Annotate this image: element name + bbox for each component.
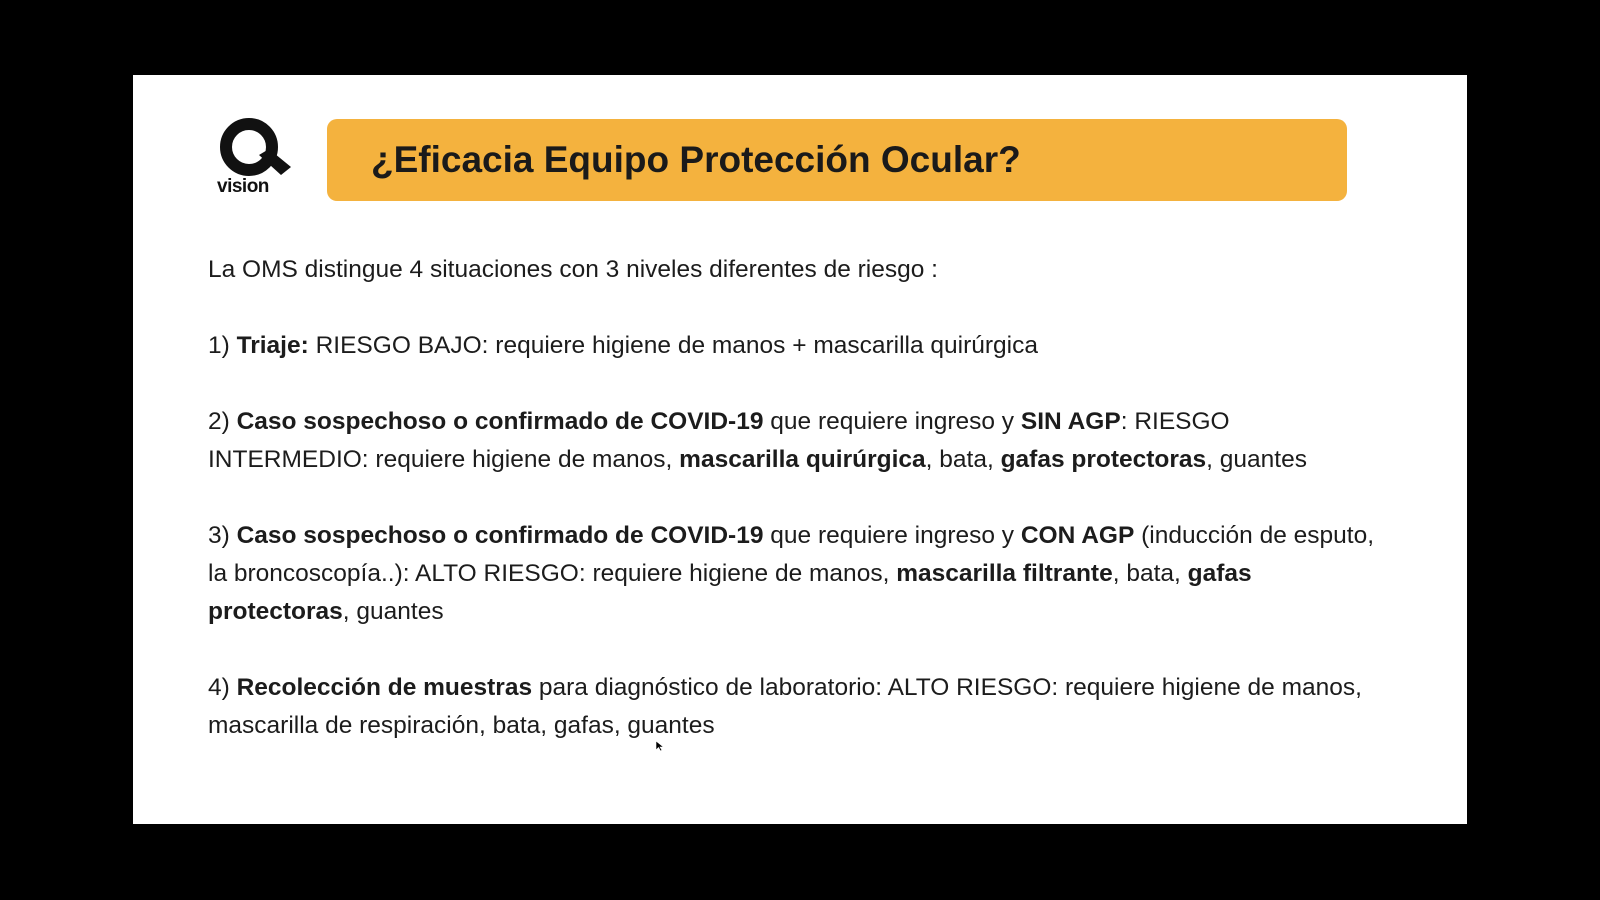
item-number: 1) (208, 332, 237, 359)
item-number: 4) (208, 674, 237, 701)
list-item-2 (208, 403, 1393, 479)
list-item-4 (208, 669, 1393, 745)
item-text: , guantes (1206, 446, 1307, 473)
q-vision-logo (215, 117, 295, 201)
bold-text: mascarilla quirúrgica (679, 446, 926, 473)
list-item-1 (208, 327, 1393, 365)
item-text: RIESGO BAJO: requiere higiene de manos + mascarilla quirúrgica (308, 332, 1038, 359)
slide-title: ¿Eficacia Equipo Protección Ocular? (371, 139, 1021, 180)
list-item-3 (208, 517, 1393, 631)
item-text: para diagnóstico de laboratorio: ALTO RIESGO: requiere higiene de manos, mascarilla de respiración, bata, gafas, guantes (208, 674, 1362, 739)
item-text: que requiere ingreso y (763, 408, 1021, 435)
title-bar (327, 119, 1347, 201)
bold-text: CON AGP (1020, 522, 1135, 549)
item-text: , bata, (925, 446, 1001, 473)
bold-text: Caso sospechoso o confirmado de COVID-19 (236, 408, 764, 435)
bold-text: mascarilla filtrante (896, 560, 1113, 587)
item-text: , guantes (342, 598, 444, 625)
item-number: 3) (208, 522, 237, 549)
slide (133, 75, 1467, 824)
q-logo-icon (215, 117, 295, 179)
item-text: que requiere ingreso y (763, 522, 1021, 549)
logo-wordmark: vision (217, 176, 269, 197)
mouse-cursor-icon (656, 741, 664, 751)
bold-text: SIN AGP (1020, 408, 1121, 435)
bold-text: Triaje: (236, 332, 309, 359)
item-text: (inducción de esputo, la broncoscopía..): ALTO RIESGO: requiere higiene de manos, (208, 522, 1375, 587)
slide-body (208, 251, 1393, 745)
intro-paragraph (208, 251, 1393, 289)
item-number: 2) (208, 408, 237, 435)
bold-text: Caso sospechoso o confirmado de COVID-19 (236, 522, 764, 549)
item-text: , bata, (1112, 560, 1188, 587)
intro-text: La OMS distingue 4 situaciones con 3 niveles diferentes de riesgo : (208, 256, 938, 283)
item-text: : RIESGO INTERMEDIO: requiere higiene de manos, (208, 408, 1230, 473)
bold-text: Recolección de muestras (236, 674, 533, 701)
bold-text: gafas protectoras (1000, 446, 1207, 473)
bold-text: gafas protectoras (208, 560, 1252, 625)
